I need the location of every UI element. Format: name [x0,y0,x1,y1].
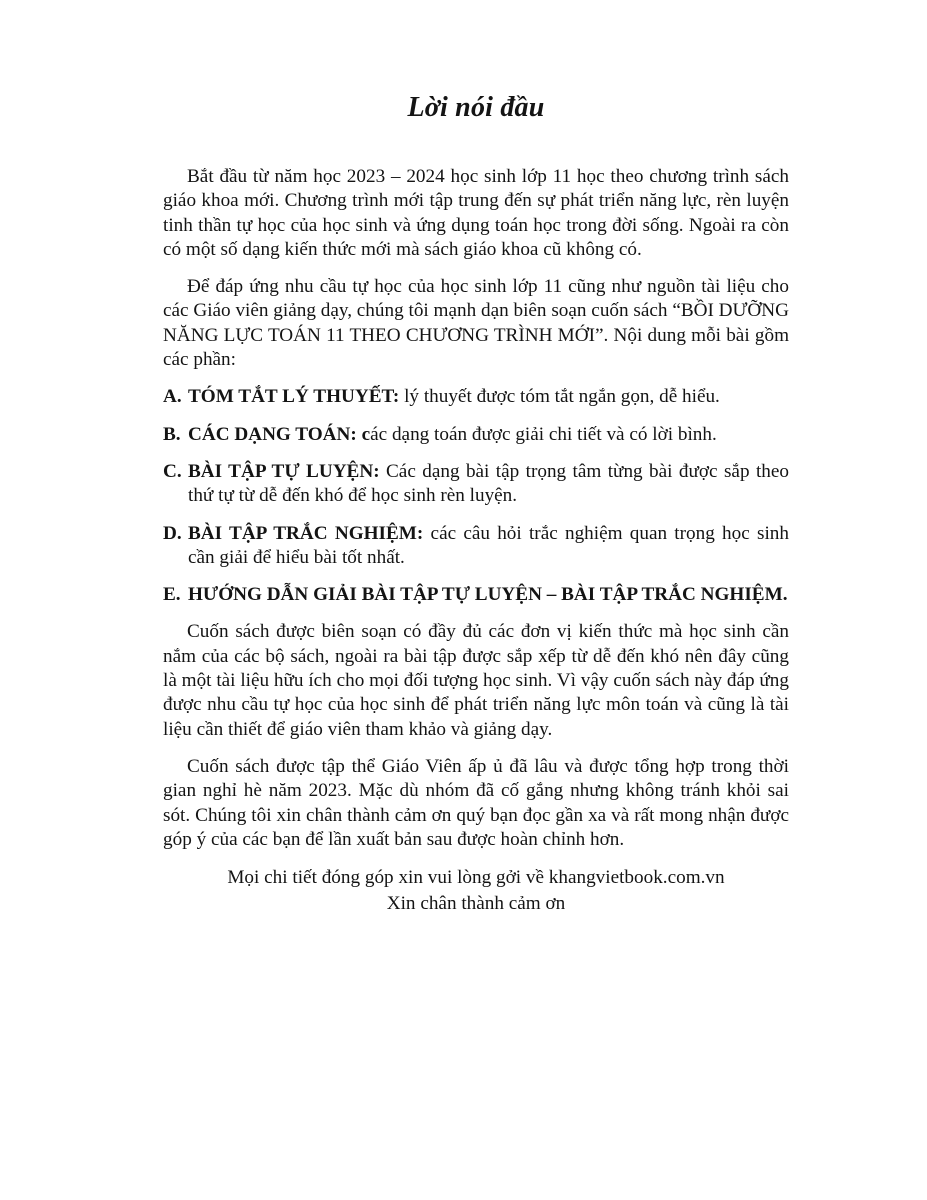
section-item-d [163,522,789,571]
section-list [163,385,789,607]
section-label: BÀI TẬP TRẮC NGHIỆM: [188,522,424,544]
section-marker: A. [163,386,182,408]
section-marker: C. [163,460,182,482]
content-paragraph: Cuốn sách được biên soạn có đầy đủ các đơn vị kiến thức mà học sinh cần nắm của các bộ sách, ngoài ra bài tập được sắp xếp từ dễ đến khó nên đây cũng là một tài liệu hữu ích cho mọi đối tượng học sinh. Vì vậy cuốn sách này đáp ứng được nhu cầu tự học của học sinh để phát triển năng lực môn toán và cũng là tài liệu cần thiết để giáo viên tham khảo và giảng dạy. [163,621,789,740]
purpose-paragraph: Để đáp ứng nhu cầu tự học của học sinh lớp 11 cũng như nguồn tài liệu cho các Giáo viên giảng dạy, chúng tôi mạnh dạn biên soạn cuốn sách “BỒI DƯỠNG NĂNG LỰC TOÁN 11 THEO CHƯƠNG TRÌNH MỚI”. Nội dung mỗi bài gồm các phần: [163,276,789,371]
section-label: TÓM TẮT LÝ THUYẾT: [188,386,400,408]
section-label: CÁC DẠNG TOÁN: [188,423,357,445]
section-description: Các dạng bài tập trọng tâm từng bài được sắp theo thứ tự từ dễ đến khó để học sinh rèn luyện. [188,460,789,507]
acknowledgement-paragraph: Cuốn sách được tập thể Giáo Viên ấp ủ đã lâu và được tổng hợp trong thời gian nghỉ hè năm 2023. Mặc dù nhóm đã cố gắng nhưng không tránh khỏi sai sót. Chúng tôi xin chân thành cảm ơn quý bạn đọc gần xa và rất mong nhận được góp ý của các bạn để lần xuất bản sau được hoàn chỉnh hơn. [163,755,789,850]
section-item-c [163,460,789,509]
closing-block [163,865,789,917]
section-marker: E. [163,584,181,606]
section-description: các câu hỏi trắc nghiệm quan trọng học sinh cần giải để hiểu bài tốt nhất. [188,522,789,568]
section-label: HƯỚNG DẪN GIẢI BÀI TẬP TỰ LUYỆN – BÀI TẬP TRẮC NGHIỆM. [188,584,788,606]
intro-paragraph: Bắt đầu từ năm học 2023 – 2024 học sinh lớp 11 học theo chương trình sách giáo khoa mới. Chương trình mới tập trung đến sự phát triển năng lực, rèn luyện tinh thần tự học của học sinh và ứng dụng toán học trong đời sống. Ngoài ra còn có một số dạng kiến thức mới mà sách giáo khoa cũ không có. [163,166,789,260]
page-title: Lời nói đầu [407,92,545,123]
section-description: ác dạng toán được giải chi tiết và có lời bình. [370,423,717,445]
section-marker: D. [163,522,182,544]
section-item-a [163,385,789,409]
section-marker: B. [163,423,181,445]
section-description: lý thuyết được tóm tắt ngắn gọn, dễ hiểu. [399,386,720,408]
document-body [163,165,789,917]
contact-line: Mọi chi tiết đóng góp xin vui lòng gởi về khangvietbook.com.vn [227,867,725,889]
section-bold-lead: c [356,423,371,445]
section-item-b [163,423,789,447]
section-label: BÀI TẬP TỰ LUYỆN: [188,460,380,482]
thanks-line: Xin chân thành cảm ơn [386,893,566,915]
section-item-e [163,583,789,607]
